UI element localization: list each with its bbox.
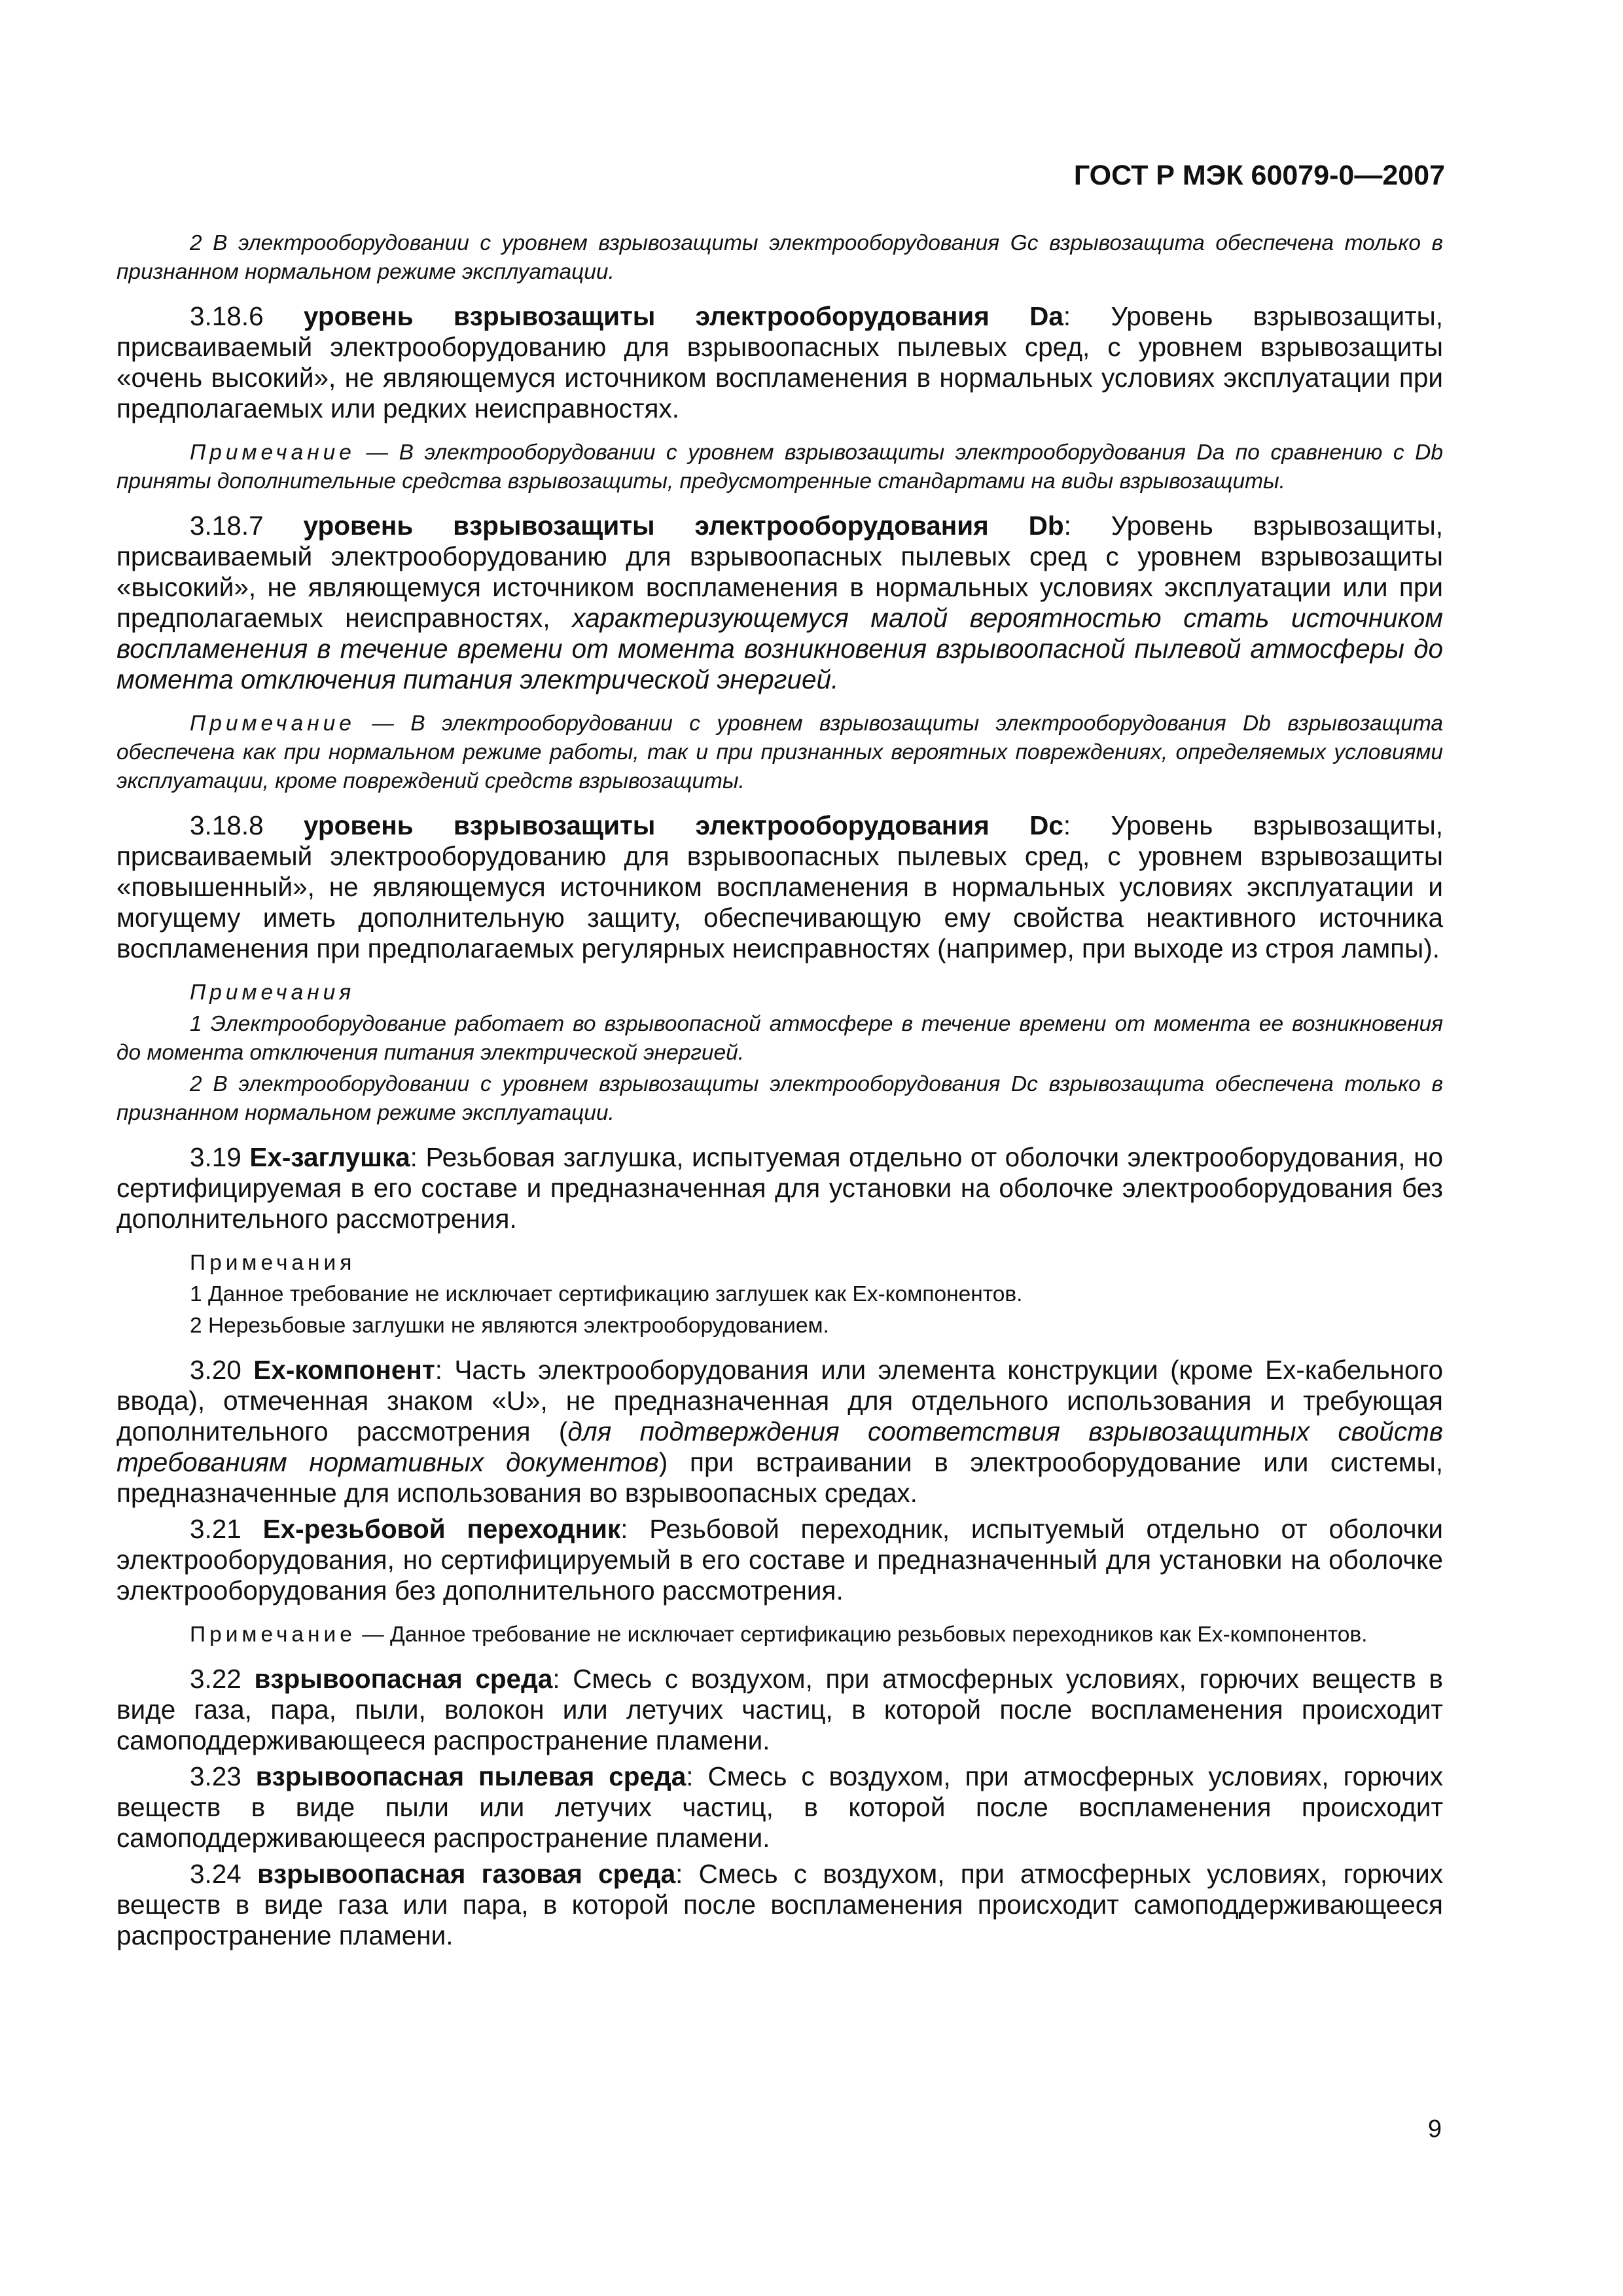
note-item-text: 1 Электрооборудование работает во взрывоопасной атмосфере в течение времени от момента ее возникновения до момента отключения питания электрической энергией. — [116, 1012, 1443, 1065]
clause-text: : Резьбовой переходник, испытуемый отдельно от оболочки электрооборудования, но сертифицируемый в его составе и предназначенный для установки на оболочке электрооборудования без дополнительного рассмотрения. — [116, 1514, 1443, 1605]
note-text: — В электрооборудовании с уровнем взрывозащиты электрооборудования Db взрывозащита обеспечена как при нормальном режиме работы, так и при признанных вероятных повреждениях, определяемых условиями эксплуатации, кроме повреждений средств взрывозащиты. — [116, 711, 1443, 793]
notes-heading-3-18-8 — [116, 978, 1443, 1007]
notes-heading: Примечания — [190, 980, 355, 1005]
clause-text: : Уровень взрывозащиты, присваиваемый электрооборудованию для взрывоопасных пылевых сред, с уровнем взрывозащиты «повышенный», не являющемуся источником воспламенения в нормальных условиях эксплуатации и могущему иметь дополнительную защиту, обеспечивающую ему свойства неактивного источника воспламенения при предполагаемых регулярных неисправностях (например, при выходе из строя лампы). — [116, 810, 1443, 963]
clause-text-end: ) при встраивании в электрооборудование или системы, предназначенные для использования во взрывоопасных средах. — [116, 1447, 1443, 1508]
note-3-18-6 — [116, 439, 1443, 496]
clause-3-21 — [116, 1514, 1443, 1606]
clause-3-20 — [116, 1355, 1443, 1509]
notes-heading-3-19 — [116, 1249, 1443, 1278]
note-item-text: 2 В электрооборудовании с уровнем взрывозащиты электрооборудования Dc взрывозащита обеспечена только в признанном нормальном режиме эксплуатации. — [116, 1072, 1443, 1125]
clause-text: : Смесь с воздухом, при атмосферных условиях, горючих веществ в виде пыли или летучих частиц, в которой после воспламенения происходит самоподдерживающееся распространение пламени. — [116, 1761, 1443, 1853]
clause-term: уровень взрывозащиты электрооборудования Da — [303, 301, 1063, 331]
clause-number: 3.18.6 — [190, 301, 264, 331]
clause-text: : Уровень взрывозащиты, присваиваемый электрооборудованию для взрывоопасных пылевых сред, с уровнем взрывозащиты «очень высокий», не являющемуся источником воспламенения в нормальных условиях эксплуатации при предполагаемых или редких неисправностях. — [116, 301, 1443, 423]
clause-text: : Часть электрооборудования или элемента конструкции (кроме Ex-кабельного ввода), отмеченная знаком «U», не предназначенная для отдельного использования и требующая дополнительного рассмотрения ( — [116, 1355, 1443, 1446]
clause-number: 3.20 — [190, 1355, 241, 1385]
note-label: Примечание — [190, 1623, 356, 1647]
clause-3-18-6 — [116, 301, 1443, 424]
page-number: 9 — [1427, 2115, 1442, 2143]
clause-number: 3.22 — [190, 1664, 241, 1694]
clause-3-18-7 — [116, 511, 1443, 695]
document-header: ГОСТ Р МЭК 60079-0—2007 — [1073, 160, 1445, 191]
clause-term: уровень взрывозащиты электрооборудования Db — [303, 511, 1064, 541]
clause-3-24 — [116, 1859, 1443, 1951]
clause-term: уровень взрывозащиты электрооборудования Dc — [303, 810, 1063, 840]
clause-text: : Уровень взрывозащиты, присваиваемый электрооборудованию для взрывоопасных пылевых сред с уровнем взрывозащиты «высокий», не являющемуся источником воспламенения в нормальных условиях эксплуатации или при предполагаемых неисправностях, — [116, 511, 1443, 633]
clause-number: 3.24 — [190, 1859, 241, 1889]
clause-term: взрывоопасная среда — [254, 1664, 553, 1694]
clause-number: 3.21 — [190, 1514, 241, 1544]
note-text: 2 В электрооборудовании с уровнем взрывозащиты электрооборудования Gc взрывозащита обеспечена только в признанном нормальном режиме эксплуатации. — [116, 231, 1443, 284]
clause-term: взрывоопасная пылевая среда — [255, 1761, 687, 1791]
note-item-text: 1 Данное требование не исключает сертификацию заглушек как Ex-компонентов. — [190, 1282, 1023, 1306]
note-gc-level — [116, 229, 1443, 287]
note-text: — В электрооборудовании с уровнем взрывозащиты электрооборудования Da по сравнению с Db приняты дополнительные средства взрывозащиты, предусмотренные стандартами на виды взрывозащиты. — [116, 440, 1443, 493]
note-label: Примечание — [190, 440, 355, 465]
clause-3-23 — [116, 1761, 1443, 1854]
notes-heading: Примечания — [190, 1251, 356, 1275]
clause-term: Ex-компонент — [253, 1355, 435, 1385]
clause-3-19 — [116, 1142, 1443, 1234]
clause-3-22 — [116, 1664, 1443, 1756]
clause-text: : Смесь с воздухом, при атмосферных условиях, горючих веществ в виде газа, пара, пыли, волокон или летучих частиц, в которой после воспламенения происходит самоподдерживающееся распространение пламени. — [116, 1664, 1443, 1755]
note-item — [116, 1312, 1443, 1340]
clause-term: взрывоопасная газовая среда — [257, 1859, 676, 1889]
document-body — [116, 229, 1443, 1956]
clause-number: 3.18.7 — [190, 511, 264, 541]
clause-term: Ex-заглушка — [249, 1142, 410, 1172]
note-text: — Данное требование не исключает сертификацию резьбовых переходников как Ex-компонентов. — [355, 1623, 1368, 1647]
note-item — [116, 1010, 1443, 1067]
note-item — [116, 1070, 1443, 1128]
note-3-21 — [116, 1621, 1443, 1649]
clause-italic-text: для подтверждения соответствия взрывозащитных свойств требованиям нормативных документов — [116, 1416, 1443, 1477]
clause-number: 3.18.8 — [190, 810, 264, 840]
clause-3-18-8 — [116, 810, 1443, 964]
clause-italic-text: характеризующемуся малой вероятностью стать источником воспламенения в течение времени от момента возникновения взрывоопасной пылевой атмосферы до момента отключения питания электрической энергией. — [116, 603, 1443, 694]
clause-text: : Смесь с воздухом, при атмосферных условиях, горючих веществ в виде газа или пара, в которой после воспламенения происходит самоподдерживающееся распространение пламени. — [116, 1859, 1443, 1950]
clause-term: Ex-резьбовой переходник — [262, 1514, 621, 1544]
clause-number: 3.19 — [190, 1142, 241, 1172]
clause-number: 3.23 — [190, 1761, 241, 1791]
note-label: Примечание — [190, 711, 355, 736]
note-3-18-7 — [116, 709, 1443, 796]
note-item-text: 2 Нерезьбовые заглушки не являются электрооборудованием. — [190, 1314, 829, 1338]
clause-text: : Резьбовая заглушка, испытуемая отдельно от оболочки электрооборудования, но сертифицируемая в его составе и предназначенная для установки на оболочке электрооборудования без дополнительного рассмотрения. — [116, 1142, 1443, 1234]
note-item — [116, 1280, 1443, 1309]
